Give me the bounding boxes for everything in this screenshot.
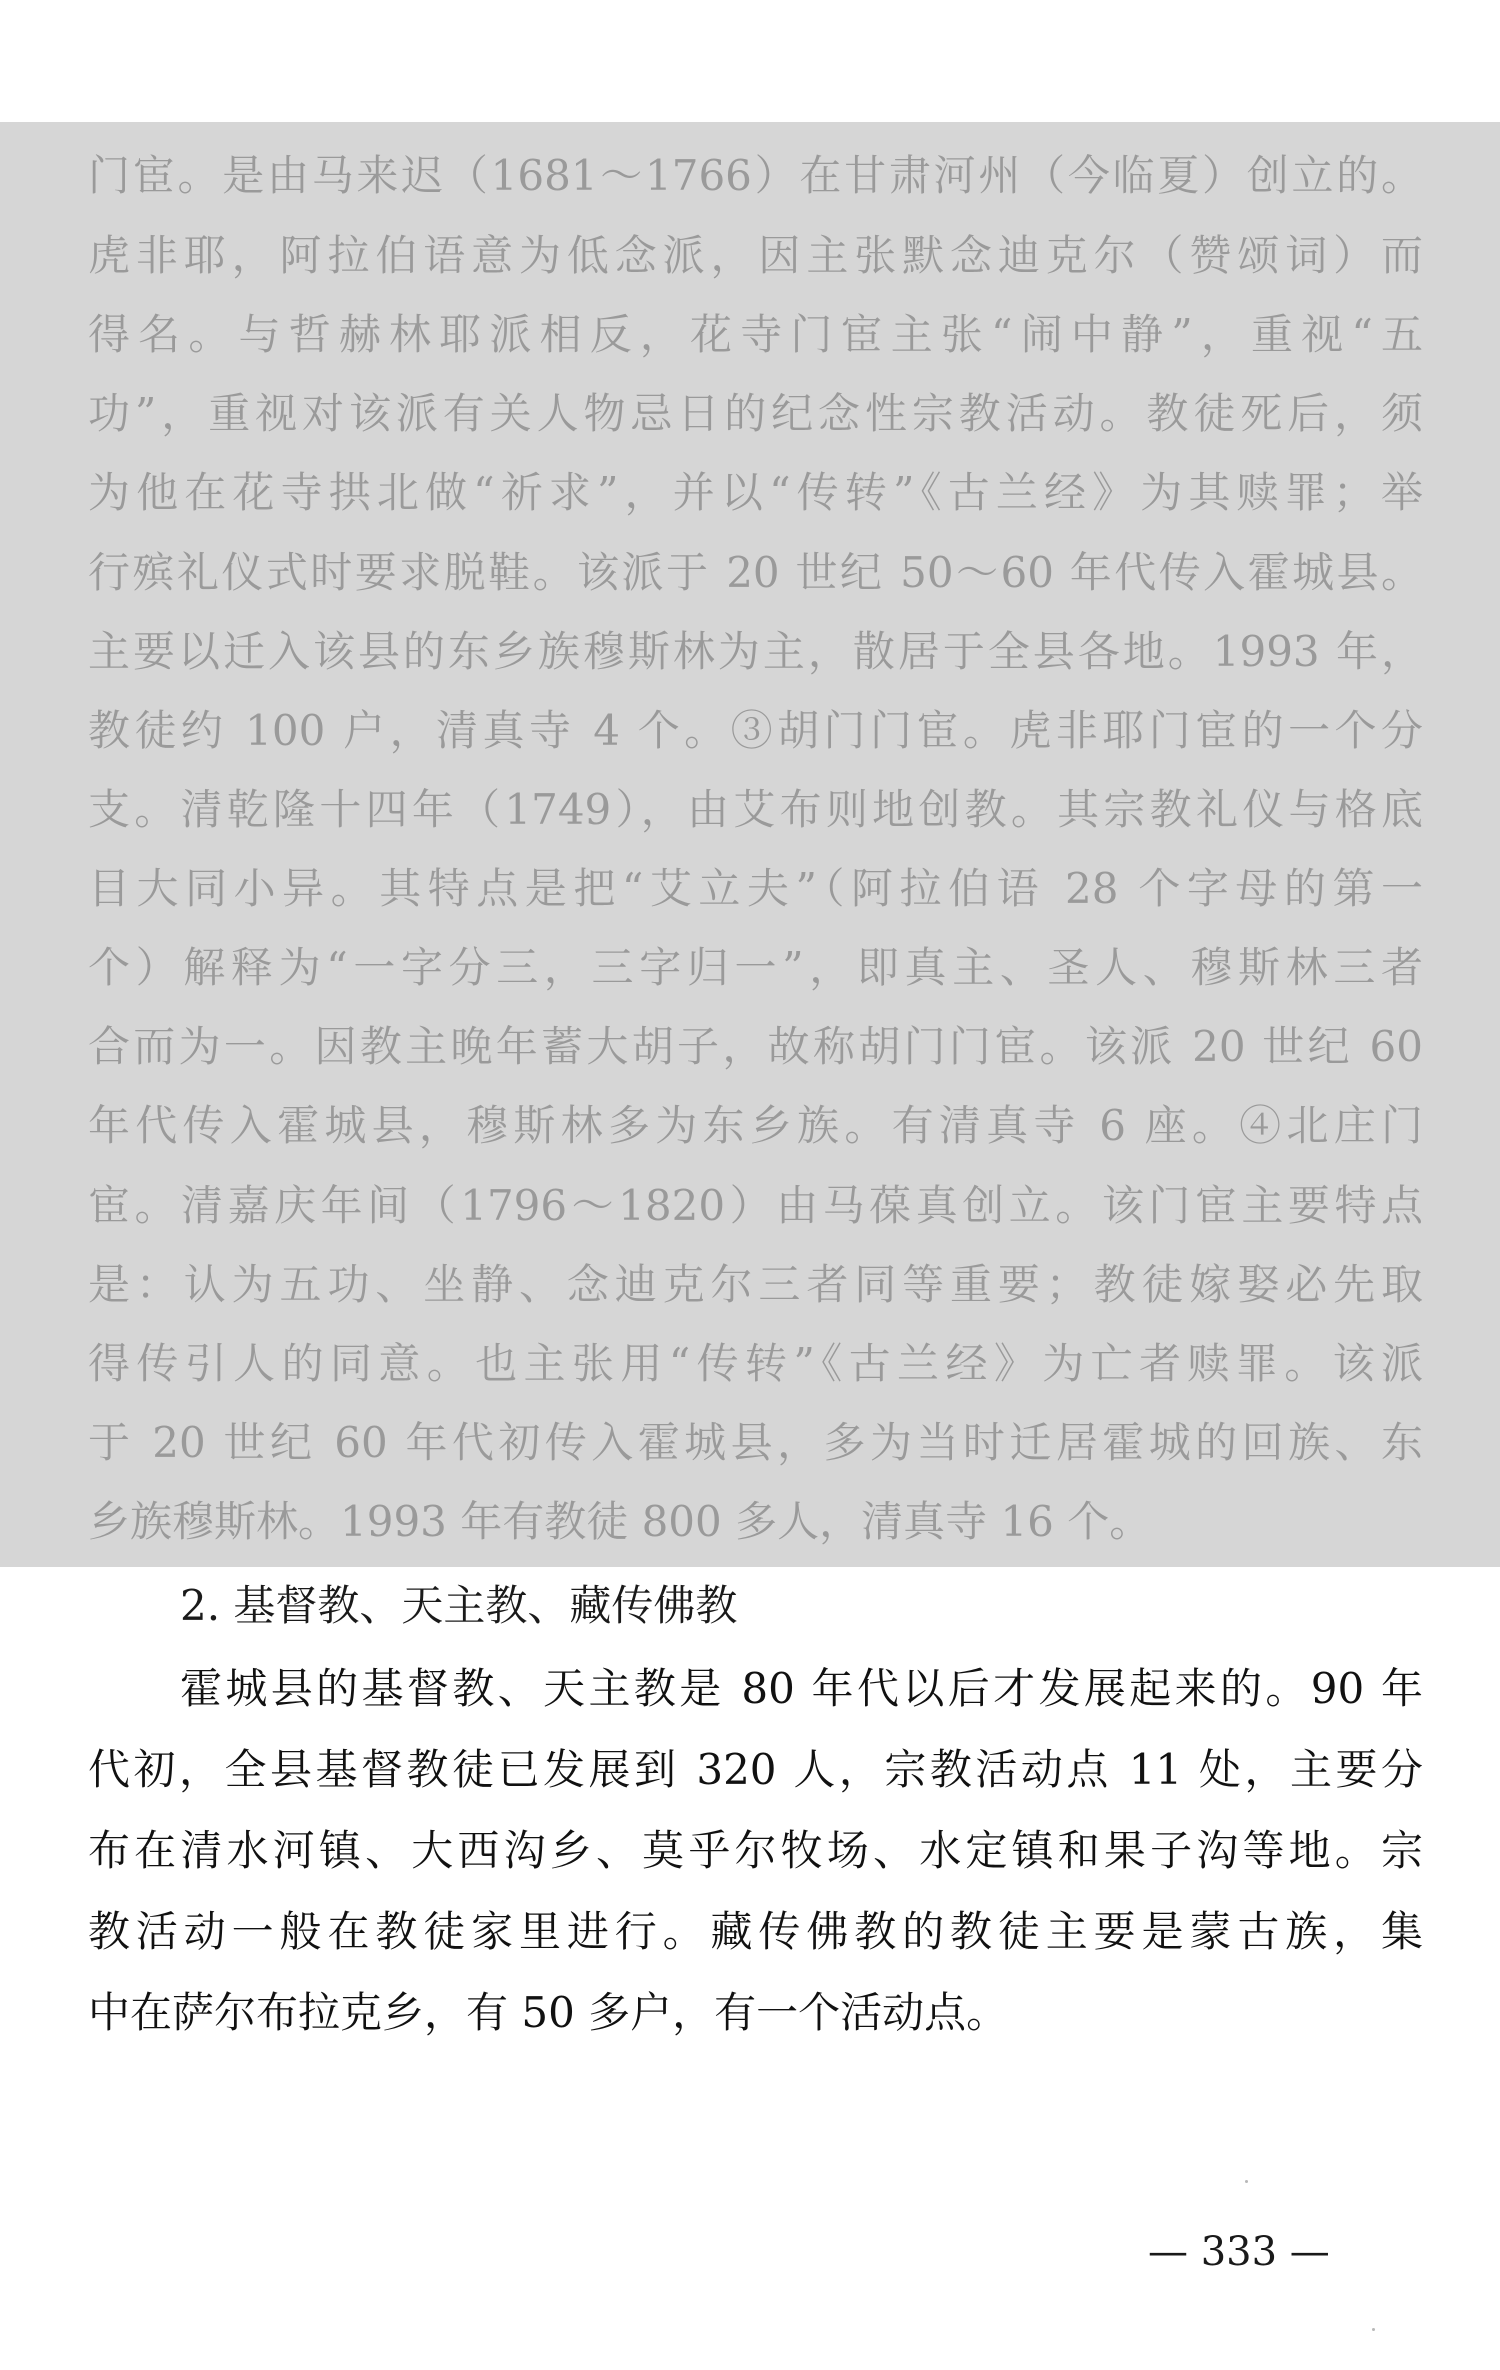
shaded-text-block [0,122,1500,1567]
scan-speck [1372,2328,1375,2331]
section-heading: 2. 基督教、天主教、藏传佛教 [180,1581,738,1630]
shaded-text-line: 得名。与哲赫林耶派相反，花寺门宦主张“闹中静”，重视“五 [88,310,1423,359]
shaded-text-line: 门宦。是由马来迟（1681～1766）在甘肃河州（今临夏）创立的。 [88,151,1423,200]
shaded-text-line: 行殡礼仪式时要求脱鞋。该派于 20 世纪 50～60 年代传入霍城县。 [88,548,1423,597]
paragraph-line: 布在清水河镇、大西沟乡、莫乎尔牧场、水定镇和果子沟等地。宗 [88,1826,1423,1875]
shaded-text-line: 教徒约 100 户，清真寺 4 个。③胡门门宦。虎非耶门宦的一个分 [88,706,1423,755]
shaded-text-line: 宦。清嘉庆年间（1796～1820）由马葆真创立。该门宦主要特点 [88,1181,1423,1230]
shaded-text-line: 于 20 世纪 60 年代初传入霍城县，多为当时迁居霍城的回族、东 [88,1418,1423,1467]
shaded-text-line: 为他在花寺拱北做“祈求”，并以“传转”《古兰经》为其赎罪；举 [88,468,1423,517]
scan-speck [1245,2180,1248,2183]
paragraph-line: 教活动一般在教徒家里进行。藏传佛教的教徒主要是蒙古族，集 [88,1907,1423,1956]
shaded-text-line: 年代传入霍城县，穆斯林多为东乡族。有清真寺 6 座。④北庄门 [88,1101,1423,1150]
shaded-text-line: 乡族穆斯林。1993 年有教徒 800 多人，清真寺 16 个。 [88,1497,1152,1546]
paragraph-line: 霍城县的基督教、天主教是 80 年代以后才发展起来的。90 年 [180,1664,1423,1713]
shaded-text-line: 是：认为五功、坐静、念迪克尔三者同等重要；教徒嫁娶必先取 [88,1260,1423,1309]
shaded-text-line: 得传引人的同意。也主张用“传转”《古兰经》为亡者赎罪。该派 [88,1339,1423,1388]
shaded-text-line: 个）解释为“一字分三，三字归一”，即真主、圣人、穆斯林三者 [88,943,1423,992]
shaded-text-line: 目大同小异。其特点是把“艾立夫”（阿拉伯语 28 个字母的第一 [88,864,1423,913]
shaded-text-line: 支。清乾隆十四年（1749），由艾布则地创教。其宗教礼仪与格底 [88,785,1423,834]
page-number: — 333 — [1148,2229,1330,2275]
shaded-text-line: 合而为一。因教主晚年蓄大胡子，故称胡门门宦。该派 20 世纪 60 [88,1022,1423,1071]
paragraph-line: 中在萨尔布拉克乡，有 50 多户，有一个活动点。 [88,1988,1009,2037]
shaded-text-line: 主要以迁入该县的东乡族穆斯林为主，散居于全县各地。1993 年， [88,627,1423,676]
paragraph-line: 代初，全县基督教徒已发展到 320 人，宗教活动点 11 处，主要分 [88,1745,1423,1794]
shaded-text-line: 功”，重视对该派有关人物忌日的纪念性宗教活动。教徒死后，须 [88,389,1423,438]
shaded-text-line: 虎非耶，阿拉伯语意为低念派，因主张默念迪克尔（赞颂词）而 [88,231,1423,280]
